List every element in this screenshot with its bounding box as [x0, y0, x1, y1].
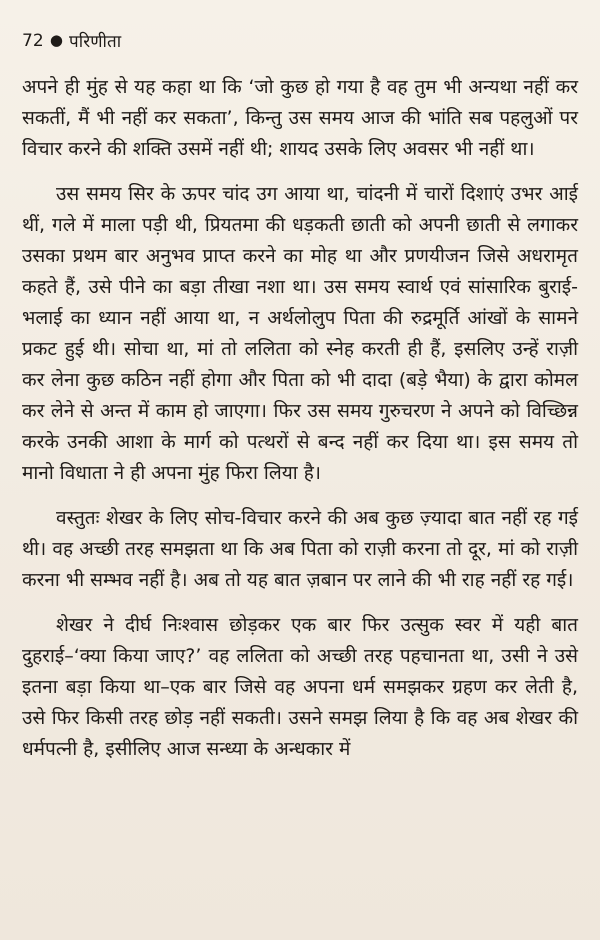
- page-body: [22, 72, 578, 779]
- paragraph-4: शेखर ने दीर्घ निःश्वास छोड़कर एक बार फिर उत्सुक स्वर में यही बात दुहराई–‘क्या किया जाए?’ वह ललिता को अच्छी तरह पहचानता था, उसी ने उसे इतना बड़ा किया था–एक बार जिसे वह अपना धर्म समझकर ग्रहण कर लेती है, उसे फिर किसी तरह छोड़ नहीं सकती। उसने समझ लिया है कि वह अब शेखर की धर्मपत्नी है, इसीलिए आज सन्ध्या के अन्धकार में: [22, 614, 578, 760]
- paragraph-3: वस्तुतः शेखर के लिए सोच-विचार करने की अब कुछ ज़्यादा बात नहीं रह गई थी। वह अच्छी तरह समझता था कि अब पिता को राज़ी करना तो दूर, मां को राज़ी करना भी सम्भव नहीं है। अब तो यह बात ज़बान पर लाने की भी राह नहीं रह गई।: [22, 507, 578, 591]
- paragraph-2: उस समय सिर के ऊपर चांद उग आया था, चांदनी में चारों दिशाएं उभर आई थीं, गले में माला पड़ी थी, प्रियतमा की धड़कती छाती को अपनी छाती से लगाकर उसका प्रथम बार अनुभव प्राप्त करने का मोह था और प्रणयीजन जिसे अधरामृत कहते हैं, उसे पीने का बड़ा तीखा नशा था। उस समय स्वार्थ एवं सांसारिक बुराई-भलाई का ध्यान नहीं आया था, न अर्थलोलुप पिता की रुद्रमूर्ति आंखों के सामने प्रकट हुई थी। सोचा था, मां तो ललिता को स्नेह करती ही हैं, इसलिए उन्हें राज़ी कर लेना कुछ कठिन नहीं होगा और पिता को भी दादा (बड़े भैया) के द्वारा कोमल कर लेने से अन्त में काम हो जाएगा। फिर उस समय गुरुचरण ने अपने को विच्छिन्न करके उनकी आशा के मार्ग को पत्थरों से बन्द नहीं कर दिया था। इस समय तो मानो विधाता ने ही अपना मुंह फिरा लिया है।: [22, 183, 578, 484]
- book-title: परिणीता: [69, 32, 122, 52]
- paragraph-1: अपने ही मुंह से यह कहा था कि ‘जो कुछ हो गया है वह तुम भी अन्यथा नहीं कर सकतीं, मैं भी नहीं कर सकता’, किन्तु उस समय आज की भांति सब पहलुओं पर विचार करने की शक्ति उसमें नहीं थी; शायद उसके लिए अवसर भी नहीं था।: [22, 76, 578, 160]
- header-bullet: ●: [49, 31, 64, 49]
- page-header: [22, 29, 121, 52]
- page-number: 72: [22, 30, 44, 51]
